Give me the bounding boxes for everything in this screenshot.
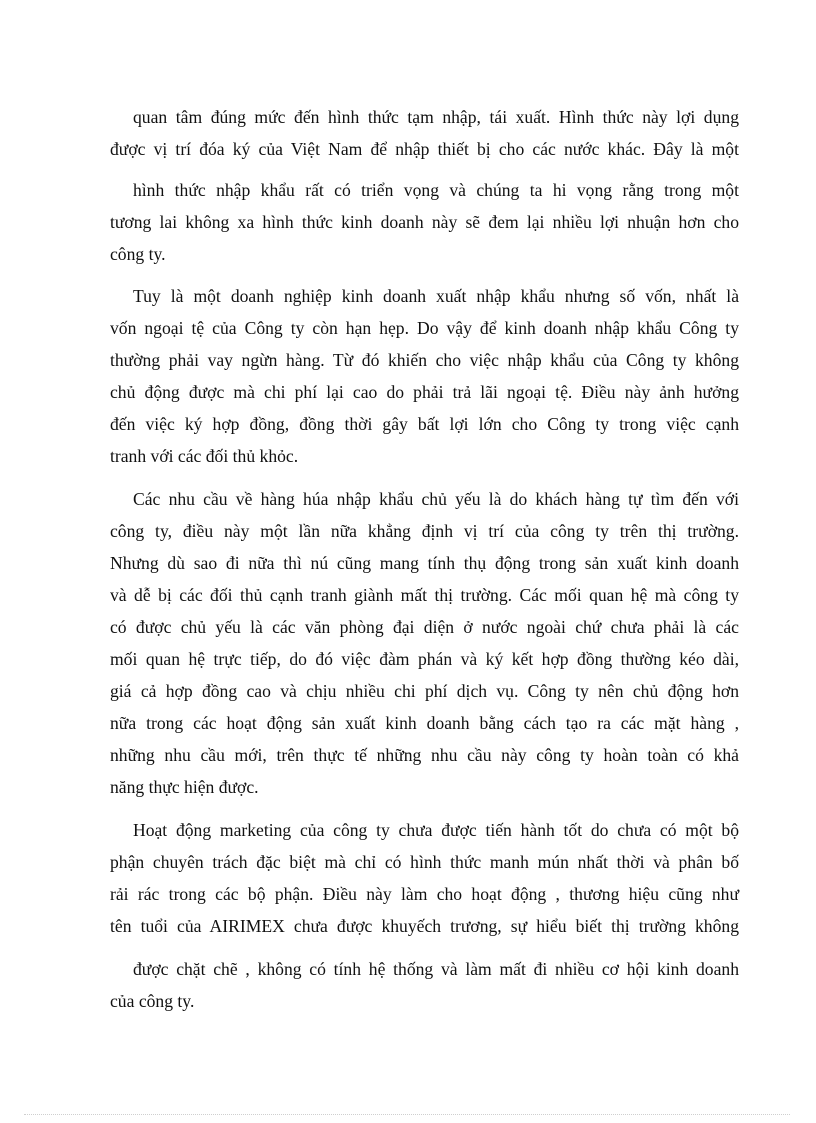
text-line: vốn ngoại tệ của Công ty còn hạn hẹp. Do vậy để kinh doanh nhập khẩu Công ty [110, 318, 739, 338]
text-line: rải rác trong các bộ phận. Điều này làm cho hoạt động , thương hiệu cũng như [110, 884, 739, 904]
text-line: tranh với các đối thủ khỏc. [110, 446, 299, 466]
text-line: công ty. [110, 244, 166, 264]
text-line: mối quan hệ trực tiếp, do đó việc đàm phán và ký kết hợp đồng thường kéo dài, [110, 649, 739, 669]
text-line: công ty, điều này một lần nữa khẳng định vị trí của công ty trên thị trường. [110, 521, 739, 541]
text-line: phận chuyên trách đặc biệt mà chỉ có hình thức manh mún nhất thời và phân bố [110, 852, 739, 872]
text-line: hình thức nhập khẩu rất có triển vọng và chúng ta hi vọng rằng trong một [133, 180, 739, 200]
text-line: và dễ bị các đối thủ cạnh tranh giành mất thị trường. Các mối quan hệ mà công ty [110, 585, 739, 605]
text-line: Tuy là một doanh nghiệp kinh doanh xuất nhập khẩu nhưng số vốn, nhất là [133, 286, 739, 306]
text-line: nữa trong các hoạt động sản xuất kinh doanh bằng cách tạo ra các mặt hàng , [110, 713, 739, 733]
text-line: đến việc ký hợp đồng, đồng thời gây bất lợi lớn cho Công ty trong việc cạnh [110, 414, 739, 434]
text-line: được vị trí đóa ký của Việt Nam để nhập thiết bị cho các nước khác. Đây là một [110, 139, 739, 159]
text-line: giá cả hợp đồng cao và chịu nhiều chi phí dịch vụ. Công ty nên chủ động hơn [110, 681, 739, 701]
footer-divider [24, 1114, 790, 1115]
text-line: tên tuổi của AIRIMEX chưa được khuyếch trương, sự hiểu biết thị trường không [110, 916, 739, 936]
text-line: quan tâm đúng mức đến hình thức tạm nhập, tái xuất. Hình thức này lợi dụng [133, 107, 739, 127]
text-line: có được chủ yếu là các văn phòng đại diện ở nước ngoài chứ chưa phải là các [110, 617, 739, 637]
text-line: Hoạt động marketing của công ty chưa được tiến hành tốt do chưa có một bộ [133, 820, 739, 840]
text-line: tương lai không xa hình thức kinh doanh này sẽ đem lại nhiều lợi nhuận hơn cho [110, 212, 739, 232]
text-line: được chặt chẽ , không có tính hệ thống và làm mất đi nhiều cơ hội kinh doanh [133, 959, 739, 979]
text-line: những nhu cầu mới, trên thực tế những nhu cầu này công ty hoàn toàn có khả [110, 745, 739, 765]
text-line: Nhưng dù sao đi nữa thì nú cũng mang tính thụ động trong sản xuất kinh doanh [110, 553, 739, 573]
text-line: thường phải vay ngừn hàng. Từ đó khiến cho việc nhập khẩu của Công ty không [110, 350, 739, 370]
text-line: năng thực hiện được. [110, 777, 259, 797]
text-line: chủ động được mà chi phí lại cao do phải trả lãi ngoại tệ. Điều này ảnh hưởng [110, 382, 739, 402]
text-line: của công ty. [110, 991, 195, 1011]
text-line: Các nhu cầu về hàng húa nhập khẩu chủ yếu là do khách hàng tự tìm đến với [133, 489, 739, 509]
